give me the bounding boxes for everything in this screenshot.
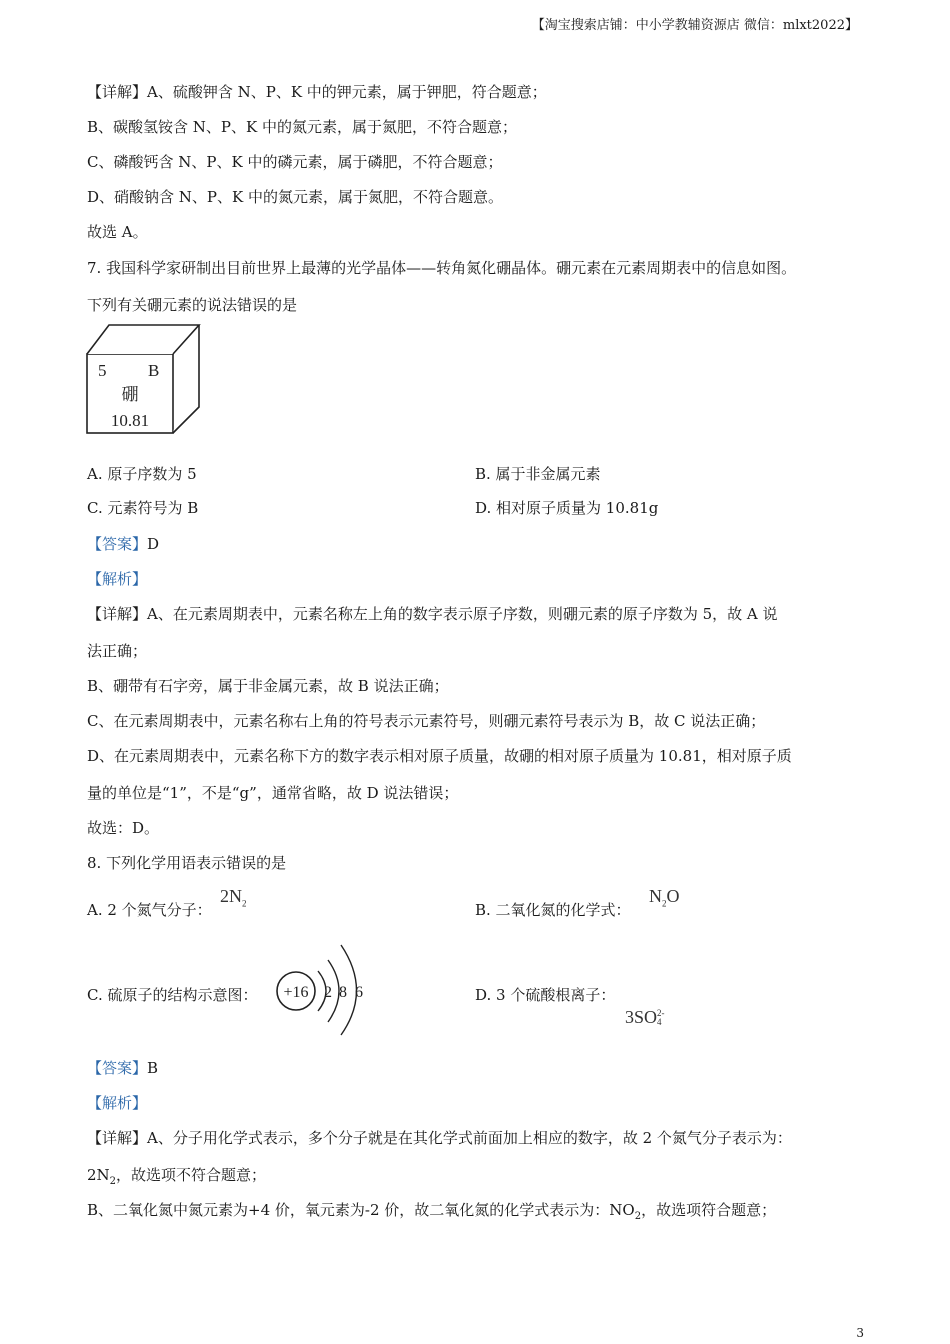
q7-detail-b: B、硼带有石字旁，属于非金属元素，故 B 说法正确； — [87, 677, 449, 695]
q7-analysis-tag: 【解析】 — [87, 570, 148, 588]
q6-detail-d: D、硝酸钠含 N、P、K 中的氮元素，属于氮肥，不符合题意。 — [87, 188, 503, 206]
element-symbol: B — [148, 361, 160, 380]
shell-1-electrons: 2 — [324, 984, 332, 1001]
q8-detail-a1: 【详解】A、分子用化学式表示，多个分子就是在其化学式前面加上相应的数字，故 2 个氮气分子表示为： — [87, 1129, 792, 1147]
q7-option-d: D. 相对原子质量为 10.81g — [475, 499, 659, 517]
shell-3-electrons: 6 — [355, 984, 363, 1001]
q7-stem-line1: 7. 我国科学家研制出目前世界上最薄的光学晶体——转角氮化硼晶体。硼元素在元素周期表中的信息如图。 — [87, 259, 797, 277]
q8-detail-b: B、二氧化氮中氮元素为+4 价，氧元素为-2 价，故二氧化氮的化学式表示为：$NO_2$，故选项符合题意； — [87, 1201, 777, 1222]
q7-option-c: C. 元素符号为 B — [87, 499, 199, 517]
q8-option-a-label: A. 2 个氮气分子： — [87, 901, 212, 919]
q7-detail-d1: D、在元素周期表中，元素名称下方的数字表示相对原子质量，故硼的相对原子质量为 10.81，相对原子质 — [87, 747, 792, 765]
q8-option-b-label: B. 二氧化氮的化学式： — [475, 901, 631, 919]
element-mass: 10.81 — [110, 411, 150, 430]
q6-detail-b: B、碳酸氢铵含 N、P、K 中的氮元素，属于氮肥，不符合题意； — [87, 118, 517, 136]
formula-3so4: 3SO 2- 4 — [625, 1007, 665, 1027]
sulfur-atom-diagram — [272, 940, 370, 1038]
q7-conclusion: 故选：D。 — [87, 819, 160, 837]
boron-element-card — [84, 322, 204, 438]
formula-2n2: $2N_2$ — [220, 886, 247, 909]
q8-analysis-tag: 【解析】 — [87, 1094, 148, 1112]
q8-option-d-label: D. 3 个硫酸根离子： — [475, 986, 616, 1004]
page-number: 3 — [856, 1326, 864, 1340]
answer-value: B — [147, 1059, 159, 1077]
answer-tag: 【答案】 — [87, 1059, 148, 1077]
q6-detail-a: 【详解】A、硫酸钾含 N、P、K 中的钾元素，属于钾肥，符合题意； — [87, 83, 547, 101]
q7-detail-a2: 法正确； — [87, 642, 148, 660]
element-name: 硼 — [121, 385, 139, 404]
element-number: 5 — [98, 361, 107, 380]
q7-detail-d2: 量的单位是“1”，不是“g”，通常省略，故 D 说法错误； — [87, 784, 459, 802]
q8-answer — [87, 1058, 158, 1078]
answer-tag: 【答案】 — [87, 535, 148, 553]
q7-option-a: A. 原子序数为 5 — [87, 465, 197, 483]
nucleus-charge: +16 — [283, 984, 309, 1001]
q6-conclusion: 故选 A。 — [87, 223, 148, 241]
answer-value: D — [147, 535, 160, 553]
formula-n2o: $N_2O$ — [649, 886, 680, 909]
q7-answer — [87, 534, 159, 554]
q7-stem-line2: 下列有关硼元素的说法错误的是 — [87, 296, 298, 314]
q8-detail-a2: $2N_2$，故选项不符合题意； — [87, 1166, 267, 1187]
page-header: 【淘宝搜索店铺：中小学教辅资源店 微信：mlxt2022】 — [531, 18, 858, 33]
q7-option-b: B. 属于非金属元素 — [475, 465, 601, 483]
q8-stem: 8. 下列化学用语表示错误的是 — [87, 854, 287, 872]
q6-detail-c: C、磷酸钙含 N、P、K 中的磷元素，属于磷肥，不符合题意； — [87, 153, 503, 171]
q7-detail-c: C、在元素周期表中，元素名称右上角的符号表示元素符号，则硼元素符号表示为 B，故 C 说法正确； — [87, 712, 766, 730]
q8-option-c-label: C. 硫原子的结构示意图： — [87, 986, 258, 1004]
q7-detail-a1: 【详解】A、在元素周期表中，元素名称左上角的数字表示原子序数，则硼元素的原子序数为 5，故 A 说 — [87, 605, 778, 623]
shell-2-electrons: 8 — [339, 984, 347, 1001]
